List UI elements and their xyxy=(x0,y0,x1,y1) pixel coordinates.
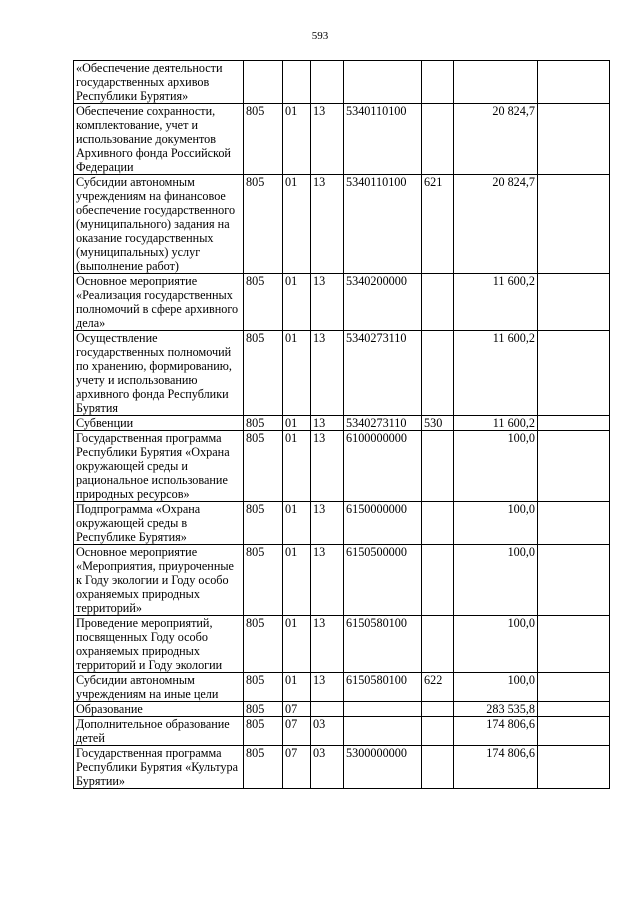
vr-code xyxy=(422,502,454,545)
pr-code: 13 xyxy=(311,274,344,331)
vr-code: 621 xyxy=(422,175,454,274)
gr-code: 805 xyxy=(244,616,283,673)
amount: 100,0 xyxy=(454,431,538,502)
pr-code: 13 xyxy=(311,545,344,616)
pr-code: 03 xyxy=(311,746,344,789)
csr-code: 5340110100 xyxy=(344,175,422,274)
pr-code xyxy=(311,61,344,104)
csr-code xyxy=(344,717,422,746)
amount: 174 806,6 xyxy=(454,746,538,789)
pr-code: 13 xyxy=(311,104,344,175)
gr-code: 805 xyxy=(244,502,283,545)
table-row xyxy=(74,673,610,702)
rz-code xyxy=(283,61,311,104)
item-name: Образование xyxy=(74,702,244,717)
empty-cell xyxy=(538,331,610,416)
gr-code: 805 xyxy=(244,274,283,331)
empty-cell xyxy=(538,61,610,104)
table-row xyxy=(74,502,610,545)
pr-code xyxy=(311,702,344,717)
csr-code: 5340273110 xyxy=(344,331,422,416)
gr-code: 805 xyxy=(244,331,283,416)
vr-code xyxy=(422,545,454,616)
gr-code xyxy=(244,61,283,104)
gr-code: 805 xyxy=(244,746,283,789)
vr-code xyxy=(422,616,454,673)
item-name: Обеспечение сохранности, комплектование, учет и использование документов Архивного фонда Российской Федерации xyxy=(74,104,244,175)
pr-code: 13 xyxy=(311,502,344,545)
gr-code: 805 xyxy=(244,104,283,175)
gr-code: 805 xyxy=(244,702,283,717)
table-row xyxy=(74,61,610,104)
amount xyxy=(454,61,538,104)
rz-code: 01 xyxy=(283,502,311,545)
rz-code: 01 xyxy=(283,104,311,175)
vr-code xyxy=(422,274,454,331)
empty-cell xyxy=(538,104,610,175)
vr-code xyxy=(422,331,454,416)
rz-code: 01 xyxy=(283,416,311,431)
rz-code: 01 xyxy=(283,673,311,702)
empty-cell xyxy=(538,717,610,746)
item-name: Субвенции xyxy=(74,416,244,431)
amount: 100,0 xyxy=(454,502,538,545)
empty-cell xyxy=(538,416,610,431)
item-name: Подпрограмма «Охрана окружающей среды в Республике Бурятия» xyxy=(74,502,244,545)
csr-code: 6150500000 xyxy=(344,545,422,616)
csr-code: 6100000000 xyxy=(344,431,422,502)
table-row xyxy=(74,104,610,175)
pr-code: 13 xyxy=(311,416,344,431)
empty-cell xyxy=(538,545,610,616)
amount: 11 600,2 xyxy=(454,274,538,331)
vr-code: 530 xyxy=(422,416,454,431)
empty-cell xyxy=(538,746,610,789)
empty-cell xyxy=(538,431,610,502)
budget-table xyxy=(73,60,610,789)
pr-code: 13 xyxy=(311,673,344,702)
amount: 20 824,7 xyxy=(454,104,538,175)
amount: 283 535,8 xyxy=(454,702,538,717)
rz-code: 01 xyxy=(283,274,311,331)
empty-cell xyxy=(538,175,610,274)
table-row xyxy=(74,431,610,502)
item-name: Проведение мероприятий, посвященных Году особо охраняемых природных территорий и Году экологии xyxy=(74,616,244,673)
table-row xyxy=(74,331,610,416)
page-number: 593 xyxy=(311,30,329,42)
csr-code: 6150580100 xyxy=(344,616,422,673)
item-name: Субсидии автономным учреждениям на иные цели xyxy=(74,673,244,702)
rz-code: 01 xyxy=(283,175,311,274)
amount: 11 600,2 xyxy=(454,331,538,416)
vr-code xyxy=(422,717,454,746)
vr-code xyxy=(422,746,454,789)
item-name: Государственная программа Республики Бурятия «Охрана окружающей среды и рациональное использование природных ресурсов» xyxy=(74,431,244,502)
item-name: Государственная программа Республики Бурятия «Культура Бурятии» xyxy=(74,746,244,789)
empty-cell xyxy=(538,616,610,673)
gr-code: 805 xyxy=(244,545,283,616)
pr-code: 13 xyxy=(311,331,344,416)
table-body xyxy=(74,61,610,789)
item-name: Субсидии автономным учреждениям на финансовое обеспечение государственного (муниципального) задания на оказание государственных (муниципальных) услуг (выполнение работ) xyxy=(74,175,244,274)
gr-code: 805 xyxy=(244,175,283,274)
csr-code: 5340110100 xyxy=(344,104,422,175)
item-name: Основное мероприятие «Мероприятия, приуроченные к Году экологии и Году особо охраняемых природных территорий» xyxy=(74,545,244,616)
vr-code xyxy=(422,61,454,104)
csr-code xyxy=(344,61,422,104)
rz-code: 07 xyxy=(283,746,311,789)
amount: 100,0 xyxy=(454,545,538,616)
table-row xyxy=(74,616,610,673)
rz-code: 01 xyxy=(283,331,311,416)
amount: 100,0 xyxy=(454,616,538,673)
pr-code: 13 xyxy=(311,175,344,274)
item-name: Дополнительное образование детей xyxy=(74,717,244,746)
gr-code: 805 xyxy=(244,416,283,431)
vr-code: 622 xyxy=(422,673,454,702)
csr-code: 5340273110 xyxy=(344,416,422,431)
rz-code: 07 xyxy=(283,702,311,717)
amount: 11 600,2 xyxy=(454,416,538,431)
table-row xyxy=(74,746,610,789)
item-name: «Обеспечение деятельности государственных архивов Республики Бурятия» xyxy=(74,61,244,104)
pr-code: 13 xyxy=(311,431,344,502)
rz-code: 01 xyxy=(283,545,311,616)
item-name: Осуществление государственных полномочий по хранению, формированию, учету и использованию архивного фонда Республики Бурятия xyxy=(74,331,244,416)
table-row xyxy=(74,545,610,616)
empty-cell xyxy=(538,673,610,702)
amount: 100,0 xyxy=(454,673,538,702)
csr-code: 5340200000 xyxy=(344,274,422,331)
csr-code: 6150000000 xyxy=(344,502,422,545)
table-row xyxy=(74,717,610,746)
amount: 174 806,6 xyxy=(454,717,538,746)
table-row xyxy=(74,274,610,331)
csr-code: 5300000000 xyxy=(344,746,422,789)
pr-code: 13 xyxy=(311,616,344,673)
csr-code: 6150580100 xyxy=(344,673,422,702)
vr-code xyxy=(422,702,454,717)
gr-code: 805 xyxy=(244,431,283,502)
vr-code xyxy=(422,431,454,502)
rz-code: 01 xyxy=(283,616,311,673)
empty-cell xyxy=(538,702,610,717)
pr-code: 03 xyxy=(311,717,344,746)
amount: 20 824,7 xyxy=(454,175,538,274)
rz-code: 01 xyxy=(283,431,311,502)
csr-code xyxy=(344,702,422,717)
gr-code: 805 xyxy=(244,673,283,702)
table-row xyxy=(74,416,610,431)
empty-cell xyxy=(538,274,610,331)
rz-code: 07 xyxy=(283,717,311,746)
table-row xyxy=(74,175,610,274)
vr-code xyxy=(422,104,454,175)
table-row xyxy=(74,702,610,717)
item-name: Основное мероприятие «Реализация государственных полномочий в сфере архивного дела» xyxy=(74,274,244,331)
gr-code: 805 xyxy=(244,717,283,746)
empty-cell xyxy=(538,502,610,545)
